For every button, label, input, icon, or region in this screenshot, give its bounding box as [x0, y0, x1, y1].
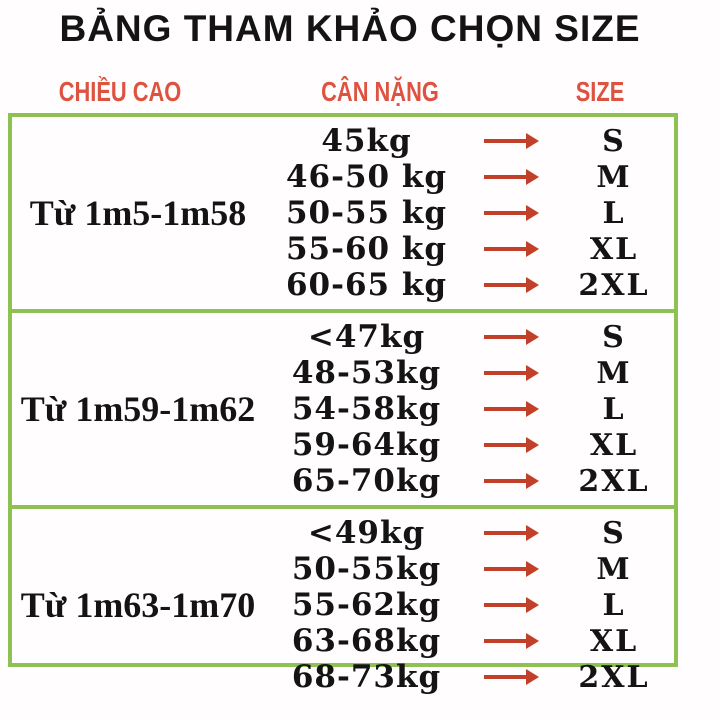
arrow-head — [526, 437, 539, 453]
arrow-shaft — [484, 335, 526, 339]
arrow-shaft — [484, 531, 526, 535]
arrow-shaft — [484, 567, 526, 571]
weight-range: 55-62kg — [291, 587, 442, 623]
height-range-label: Từ 1m5-1m58 — [29, 193, 247, 233]
weight-range: 55-60 kg — [285, 231, 448, 267]
size-label: XL — [589, 427, 639, 463]
arrow-head — [526, 277, 539, 293]
size-label: 2XL — [578, 463, 650, 499]
table-row — [264, 159, 674, 195]
arrow-shaft — [484, 443, 526, 447]
arrow-head — [526, 365, 539, 381]
section-rows — [264, 509, 674, 701]
size-section — [12, 309, 674, 505]
weight-range: 60-65 kg — [285, 267, 448, 303]
size-table — [8, 113, 678, 695]
arrow-shaft — [484, 407, 526, 411]
size-label: S — [602, 123, 626, 159]
table-row — [264, 391, 674, 427]
arrow-shaft — [484, 247, 526, 251]
arrow-shaft — [484, 283, 526, 287]
section-rows — [264, 117, 674, 309]
right-arrow-icon — [469, 329, 554, 345]
arrow-head — [526, 669, 539, 685]
size-section — [12, 117, 674, 309]
table-row — [264, 231, 674, 267]
page-title: BẢNG THAM KHẢO CHỌN SIZE — [59, 8, 641, 49]
right-arrow-icon — [469, 561, 554, 577]
size-label: XL — [589, 231, 639, 267]
arrow-head — [526, 133, 539, 149]
size-label: 2XL — [578, 267, 650, 303]
right-arrow-icon — [469, 633, 554, 649]
table-row — [264, 587, 674, 623]
right-arrow-icon — [469, 133, 554, 149]
arrow-shaft — [484, 639, 526, 643]
weight-range: 48-53kg — [291, 355, 442, 391]
right-arrow-icon — [469, 277, 554, 293]
size-label: L — [602, 587, 626, 623]
arrow-shaft — [484, 211, 526, 215]
table-row — [264, 515, 674, 551]
arrow-shaft — [484, 675, 526, 679]
table-row — [264, 463, 674, 499]
arrow-head — [526, 561, 539, 577]
size-label: M — [596, 355, 632, 391]
size-label: S — [602, 319, 626, 355]
table-row — [264, 267, 674, 303]
right-arrow-icon — [469, 365, 554, 381]
arrow-shaft — [484, 139, 526, 143]
arrow-shaft — [484, 175, 526, 179]
size-label: L — [602, 195, 626, 231]
weight-range: <47kg — [307, 319, 426, 355]
height-range-label: Từ 1m63-1m70 — [20, 585, 256, 625]
weight-range: 59-64kg — [291, 427, 442, 463]
arrow-head — [526, 205, 539, 221]
weight-range: 68-73kg — [291, 659, 442, 695]
size-label: XL — [589, 623, 639, 659]
size-label: 2XL — [578, 659, 650, 695]
size-label: M — [596, 159, 632, 195]
table-row — [264, 195, 674, 231]
right-arrow-icon — [469, 669, 554, 685]
size-label: L — [602, 391, 626, 427]
weight-range: 65-70kg — [291, 463, 442, 499]
arrow-head — [526, 401, 539, 417]
arrow-head — [526, 597, 539, 613]
right-arrow-icon — [469, 169, 554, 185]
arrow-head — [526, 169, 539, 185]
section-rows — [264, 313, 674, 505]
table-row — [264, 427, 674, 463]
arrow-head — [526, 473, 539, 489]
size-label: S — [602, 515, 626, 551]
arrow-shaft — [484, 371, 526, 375]
weight-range: 63-68kg — [291, 623, 442, 659]
height-range-label: Từ 1m59-1m62 — [20, 389, 256, 429]
weight-range: 50-55 kg — [285, 195, 448, 231]
arrow-shaft — [484, 479, 526, 483]
weight-range: <49kg — [307, 515, 426, 551]
right-arrow-icon — [469, 401, 554, 417]
table-row — [264, 551, 674, 587]
column-header-weight: CÂN NẶNG — [321, 76, 439, 107]
arrow-head — [526, 241, 539, 257]
right-arrow-icon — [469, 437, 554, 453]
column-header-size: SIZE — [575, 76, 625, 107]
size-label: M — [596, 551, 632, 587]
table-header-row — [0, 76, 720, 108]
table-row — [264, 319, 674, 355]
right-arrow-icon — [469, 205, 554, 221]
weight-range: 50-55kg — [291, 551, 442, 587]
right-arrow-icon — [469, 525, 554, 541]
table-row — [264, 355, 674, 391]
arrow-head — [526, 329, 539, 345]
weight-range: 45kg — [321, 123, 412, 159]
right-arrow-icon — [469, 597, 554, 613]
arrow-head — [526, 633, 539, 649]
weight-range: 54-58kg — [291, 391, 442, 427]
right-arrow-icon — [469, 241, 554, 257]
right-arrow-icon — [469, 473, 554, 489]
table-row — [264, 123, 674, 159]
table-row — [264, 659, 674, 695]
size-section — [12, 505, 674, 701]
column-header-height: CHIỀU CAO — [58, 76, 182, 107]
table-row — [264, 623, 674, 659]
arrow-head — [526, 525, 539, 541]
weight-range: 46-50 kg — [285, 159, 448, 195]
arrow-shaft — [484, 603, 526, 607]
